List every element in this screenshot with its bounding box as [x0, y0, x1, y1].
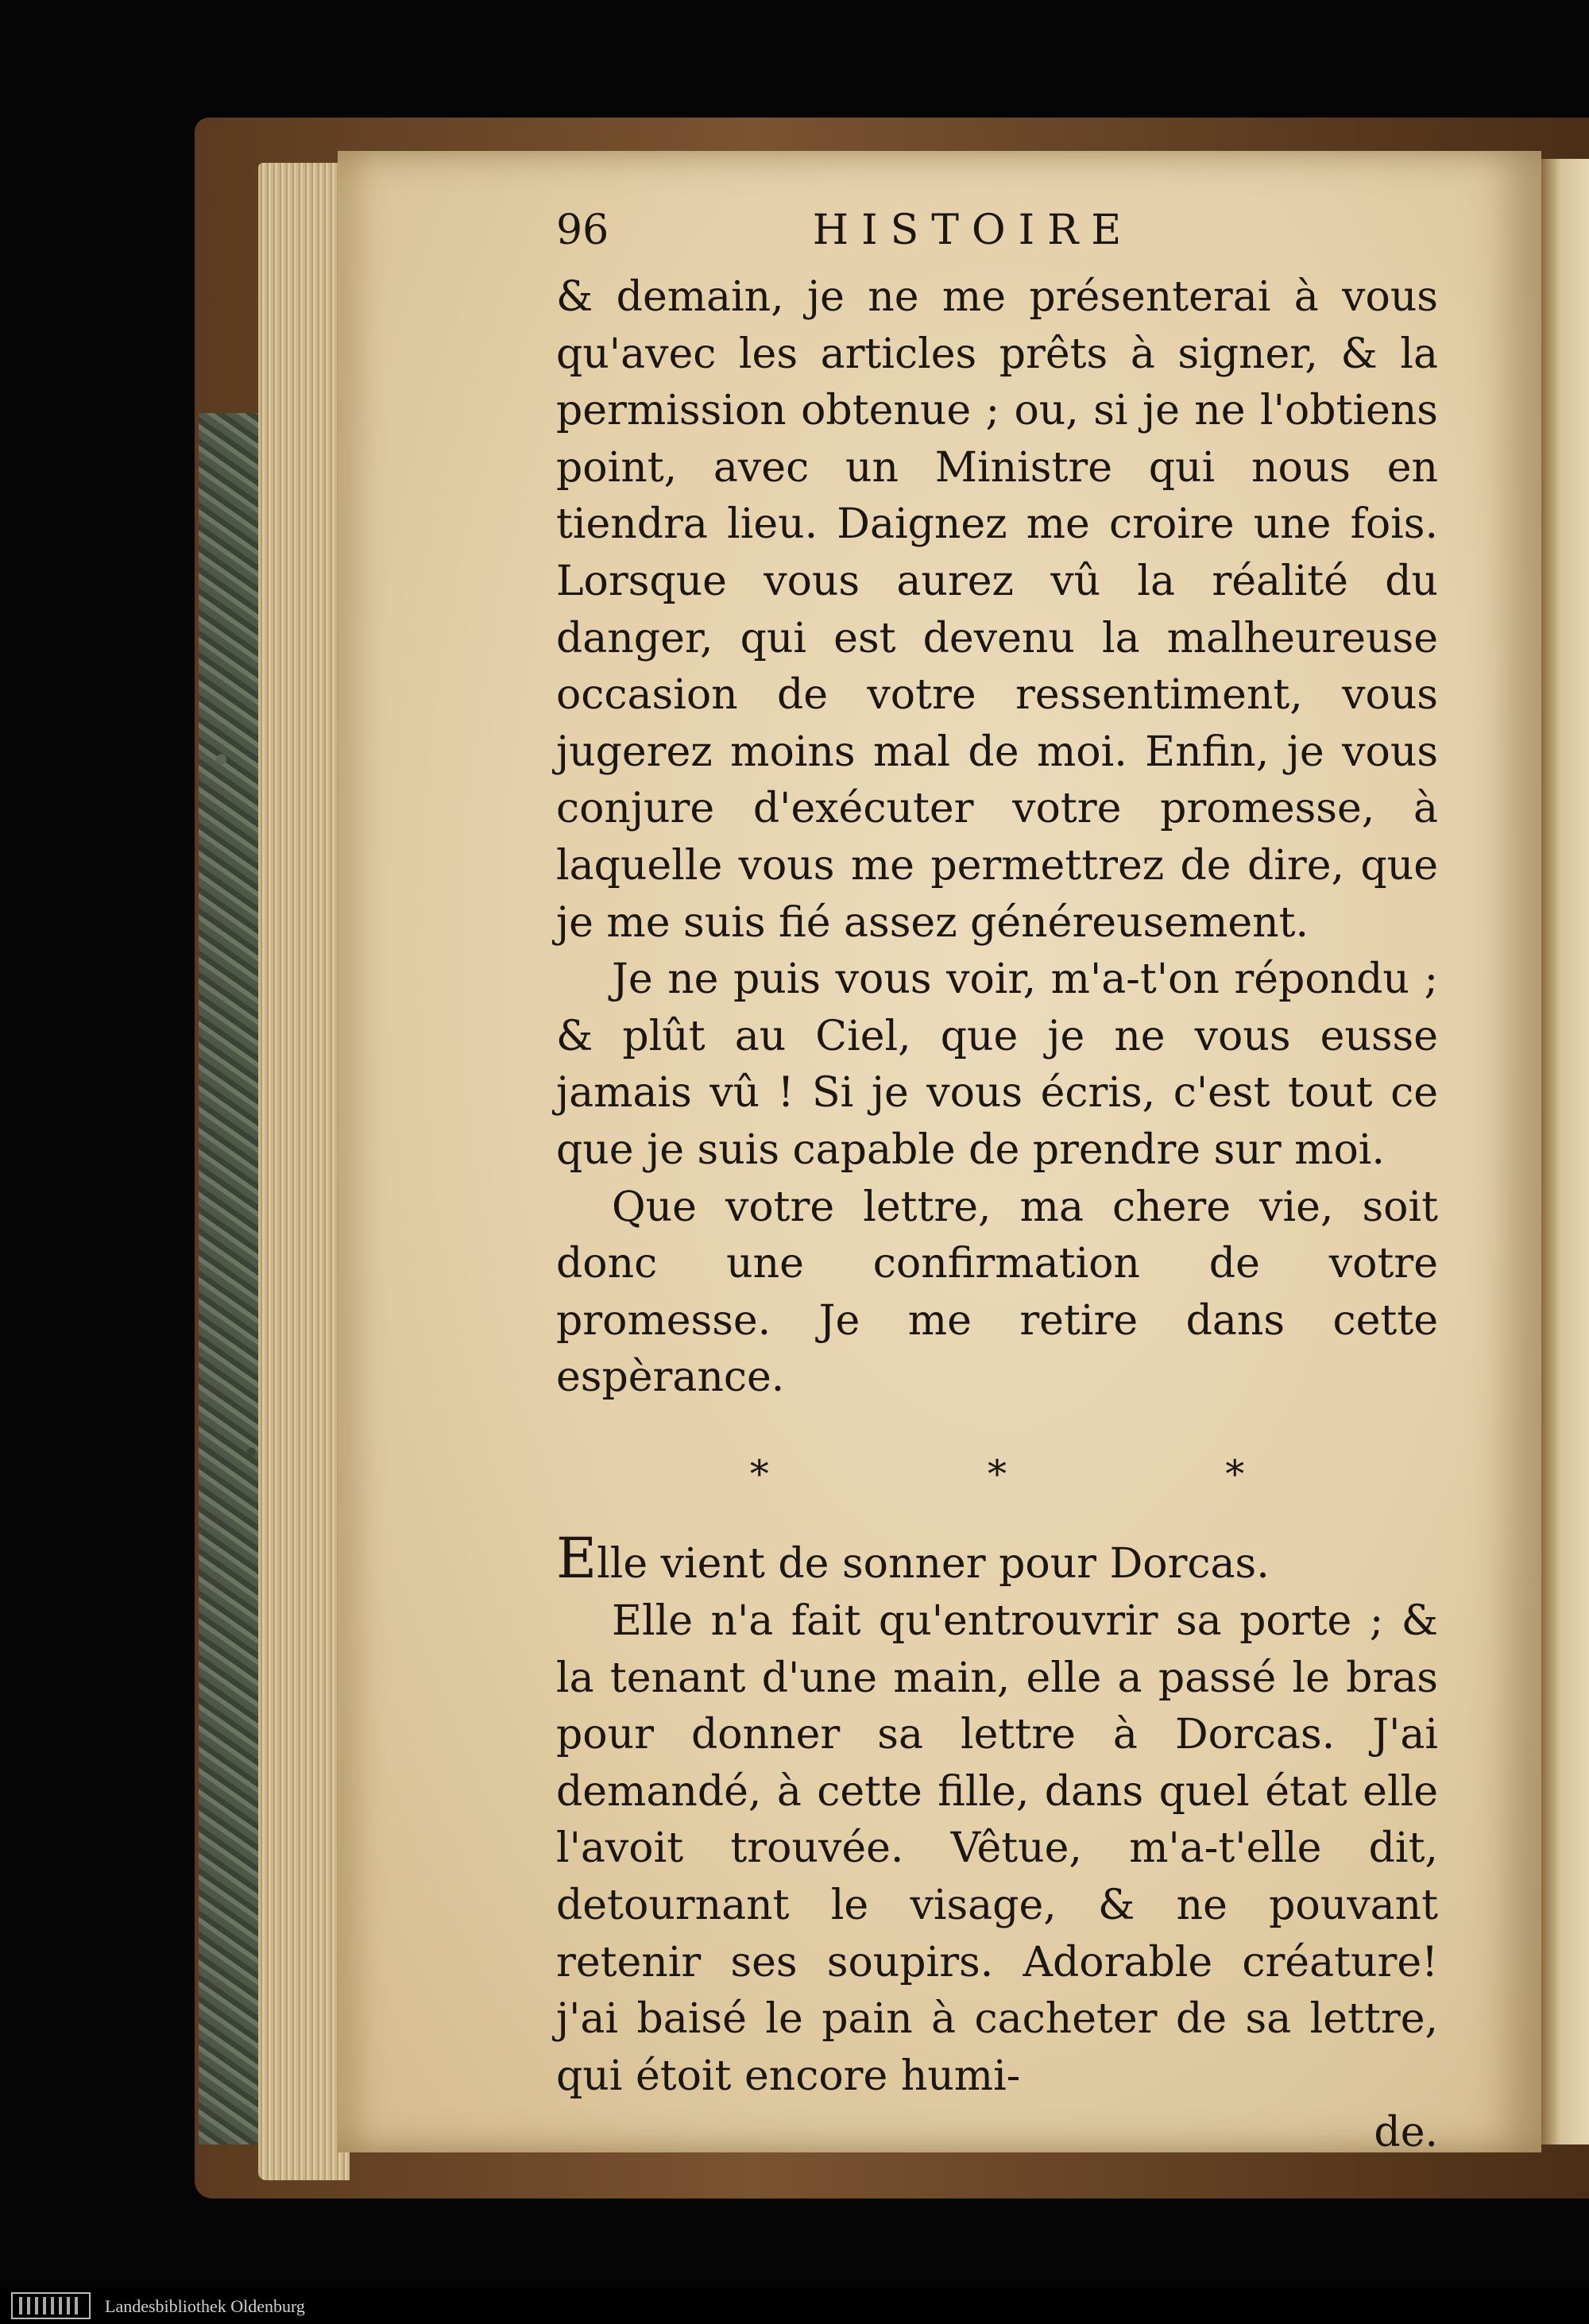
page-number: 96 [556, 207, 609, 254]
drop-cap: E [556, 1526, 597, 1592]
paragraph-2: Je ne puis vous voir, m'a-t'on répondu ; & plût au Ciel, que je ne vous eusse jamais vû ! Si je vous écris, c'est tout ce que je suis capable de prendre sur moi. [556, 955, 1438, 1174]
section-first-line: lle vient de sonner pour Dorcas. [597, 1540, 1270, 1589]
library-logo-icon [11, 2292, 91, 2319]
page-edges [258, 163, 350, 2180]
library-name: Landesbibliothek Oldenburg [105, 2296, 305, 2316]
section-opening [556, 1526, 1438, 1593]
section-separator: * * * [749, 1451, 1348, 1496]
section-paragraph: Elle n'a fait qu'entrouvrir sa porte ; & la tenant d'une main, elle a passé le bras pour donner sa lettre à Dorcas. J'ai demandé, à cette fille, dans quel état elle l'avoit trouvée. Vêtue, m'a-t'elle dit, detournant le visage, & ne pouvant retenir ses soupirs. Adorable créature! j'ai baisé le pain à cacheter de sa lettre, qui étoit encore humi- [556, 1597, 1438, 2100]
facing-page-edge [1541, 159, 1589, 2144]
paragraph-1: & demain, je ne me présenterai à vous qu'avec les articles prêts à signer, & la permission obtenue ; ou, si je ne l'obtiens point, avec un Ministre qui nous en tiendra lieu. Daignez me croire une fois. Lorsque vous aurez vû la réalité du danger, qui est devenu la malheureuse occasion de votre ressentiment, vous jugerez moins mal de moi. Enfin, je vous conjure d'exécuter votre promesse, à laquelle vous me permettrez de dire, que je me suis fié assez généreusement. [556, 273, 1438, 947]
page-text [556, 203, 1438, 2162]
footer-bar [0, 2287, 1589, 2324]
catchword: de. [1374, 2109, 1438, 2157]
page-header [556, 203, 1438, 269]
paragraph-3: Que votre lettre, ma chere vie, soit donc une confirmation de votre promesse. Je me retire dans cette espèrance. [556, 1183, 1438, 1402]
running-head: HISTOIRE [812, 207, 1135, 254]
